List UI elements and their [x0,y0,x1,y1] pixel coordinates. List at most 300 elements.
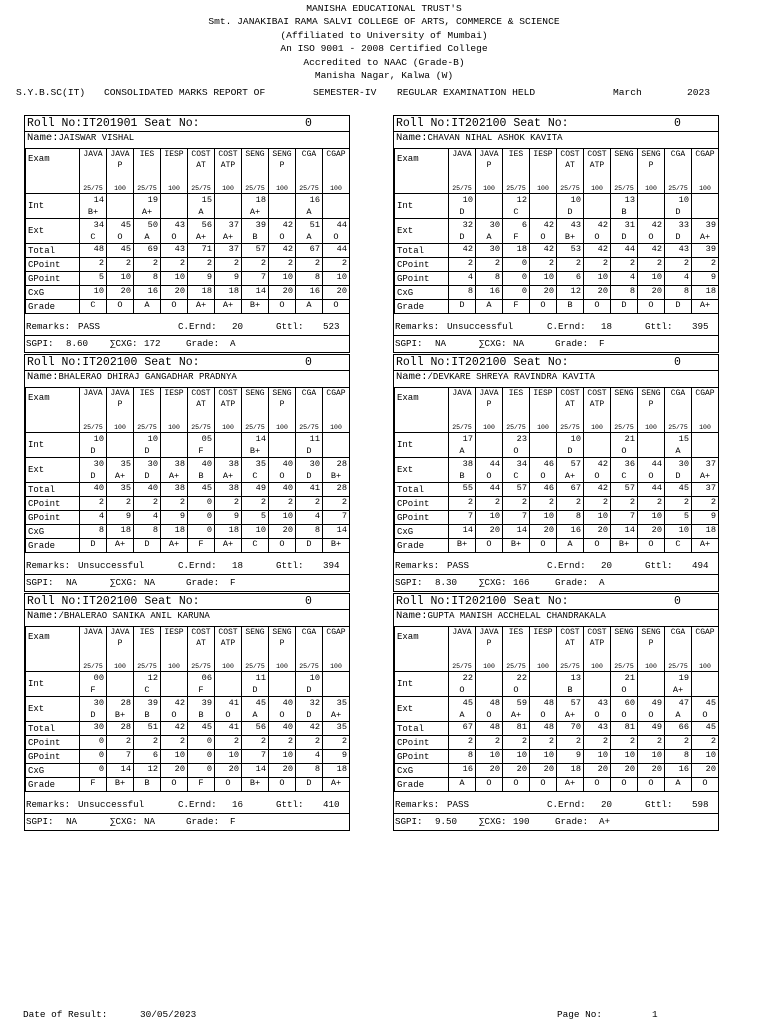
subject-header [269,149,296,194]
subject-code: IES [139,150,155,159]
mark-value: 32 [309,698,320,708]
subject-code-suffix: P [117,400,123,409]
ext-row [395,697,719,722]
final-grade-label: Grade: [186,816,220,827]
row-label: GPoint [395,750,449,764]
cxg-cell: 18 [107,525,134,539]
divider [394,813,718,814]
name-label: Name: [27,610,59,622]
seat-label: Seat No: [513,117,569,130]
cpoint-cell: 2 [449,258,476,272]
subject-code-suffix: AT [565,400,575,409]
grade-cell: D [296,778,323,792]
mark-grade: O [279,710,285,720]
subject-code-suffix: P [648,639,654,648]
mark-grade: O [333,232,339,242]
gpoint-cell: 10 [476,511,503,525]
mark-value: 44 [651,459,662,469]
gpoint-cell: 0 [503,272,530,286]
mark-value: 16 [309,195,320,205]
roll-label: Roll No: [27,356,83,369]
cxg-cell: 16 [449,764,476,778]
subject-max-marks: 100 [222,424,234,431]
subject-max-marks: 25/75 [191,185,211,192]
gpoint-cell: 4 [665,272,692,286]
cpoint-cell: 2 [107,497,134,511]
subject-code: IESP [533,150,553,159]
subject-max-marks: 100 [591,424,603,431]
subject-code-suffix: ATP [220,161,236,170]
cxg-row [26,764,350,778]
cpoint-cell: 2 [323,736,350,750]
subject-code: SENG [272,628,292,637]
gpoint-cell: 4 [80,511,107,525]
mark-cell [107,697,134,722]
roll-number: IT202100 [451,595,507,608]
cpoint-cell: 2 [242,258,269,272]
mark-cell [296,194,323,219]
gpoint-cell: 4 [134,511,161,525]
mark-grade: D [675,207,681,217]
mark-grade: D [306,685,312,695]
row-label: Total [26,483,80,497]
mark-cell [161,672,188,697]
mark-value: 40 [282,459,293,469]
mark-value: 18 [255,195,266,205]
mark-cell [80,433,107,458]
cxg-cell: 14 [242,286,269,300]
subject-code: IESP [533,389,553,398]
subject-max-marks: 100 [591,185,603,192]
cxg-cell: 18 [161,525,188,539]
cxg-cell: 12 [134,764,161,778]
mark-cell [296,433,323,458]
mark-cell [107,219,134,244]
mark-value: 42 [597,220,608,230]
mark-cell [584,672,611,697]
subject-code-suffix: P [279,161,285,170]
subject-code: SENG [614,389,634,398]
row-label: CxG [26,764,80,778]
mark-cell [530,458,557,483]
mark-cell [584,433,611,458]
gpoint-cell: 6 [134,750,161,764]
mark-cell [242,194,269,219]
roll-number: IT202100 [82,356,138,369]
mark-cell [692,219,719,244]
cpoint-cell: 2 [296,258,323,272]
grade-row [395,539,719,553]
mark-grade: A+ [699,232,711,242]
mark-cell [449,433,476,458]
mark-cell [530,194,557,219]
mark-cell [557,458,584,483]
gpoint-cell: 10 [638,511,665,525]
mark-value: 12 [516,195,527,205]
remarks-value: Unsuccessful [78,560,145,571]
grade-cell: A [134,300,161,314]
cxg-cell: 14 [323,525,350,539]
cpoint-cell: 2 [476,497,503,511]
subject-code: SENG [272,150,292,159]
subject-code: CGAP [326,389,346,398]
row-label: CPoint [26,258,80,272]
mark-value: 30 [678,459,689,469]
subject-max-marks: 25/75 [506,424,526,431]
mark-cell [503,672,530,697]
mark-grade: A+ [249,207,261,217]
cpoint-cell: 2 [215,736,242,750]
student-name: BHALERAO DHIRAJ GANGADHAR PRADNYA [58,372,237,382]
cxg-sum-label: ∑CXG: [479,338,507,349]
gpoint-cell: 9 [161,511,188,525]
cxg-cell: 18 [692,286,719,300]
subject-code-suffix: AT [565,161,575,170]
mark-value: 22 [516,673,527,683]
cpoint-cell: 2 [584,258,611,272]
subject-code-suffix: P [117,639,123,648]
subject-max-marks: 100 [645,663,657,670]
row-label: Ext [26,697,80,722]
grade-cell: A+ [692,300,719,314]
mark-grade: A+ [141,207,153,217]
cpoint-cell: 2 [503,497,530,511]
subject-code: CGAP [326,150,346,159]
cpoint-cell: 2 [638,736,665,750]
cxg-sum-value: NA [513,338,525,349]
grade-row [26,300,350,314]
mark-grade: A+ [222,232,234,242]
cpoint-cell: 2 [296,736,323,750]
subject-max-marks: 100 [537,424,549,431]
grade-cell: O [161,300,188,314]
subject-max-marks: 25/75 [452,185,472,192]
mark-value: 37 [705,459,716,469]
grand-total-value: 494 [692,560,709,571]
mark-value: 11 [309,434,320,444]
final-grade-label: Grade: [555,338,589,349]
mark-grade: O [117,232,123,242]
row-label: Int [26,194,80,219]
mark-cell [296,458,323,483]
seat-number: 0 [305,356,312,369]
row-label: Total [26,244,80,258]
subject-code: IESP [164,150,184,159]
grade-cell: A [449,778,476,792]
subject-max-marks: 100 [222,663,234,670]
cxg-cell: 20 [161,764,188,778]
cxg-cell: 18 [188,286,215,300]
cxg-sum-value: NA [144,577,156,588]
report-year: 2023 [687,87,711,98]
mark-cell [323,219,350,244]
subject-code-suffix: P [279,400,285,409]
total-cell: 37 [692,483,719,497]
total-cell: 30 [80,722,107,736]
subject-code: JAVA [479,628,499,637]
mark-cell [503,458,530,483]
student-name: /BHALERAO SANIKA ANIL KARUNA [58,611,210,621]
mark-grade: C [513,207,519,217]
cxg-cell: 20 [503,764,530,778]
cpoint-cell: 2 [530,736,557,750]
roll-seat-line [27,356,312,369]
gpoint-cell: 8 [665,750,692,764]
mark-value: 10 [309,673,320,683]
cpoint-row [395,258,719,272]
mark-grade: D [90,446,96,456]
cxg-cell: 8 [611,286,638,300]
gpoint-cell: 8 [296,272,323,286]
total-cell: 49 [242,483,269,497]
int-row [395,672,719,697]
cxg-cell: 14 [449,525,476,539]
subject-max-marks: 25/75 [83,424,103,431]
mark-value: 39 [255,220,266,230]
mark-value: 32 [462,220,473,230]
mark-value: 30 [93,459,104,469]
total-row [395,244,719,258]
seat-label: Seat No: [144,117,200,130]
cxg-row [395,286,719,300]
sgpi-value: 8.60 [66,338,89,349]
mark-grade: D [675,471,681,481]
gpoint-cell: 10 [584,272,611,286]
total-cell: 53 [557,244,584,258]
mark-value: 17 [462,434,473,444]
credits-earned-value: 18 [232,560,244,571]
subject-header [269,388,296,433]
mark-value: 49 [651,698,662,708]
total-cell: 45 [107,244,134,258]
subject-header [611,388,638,433]
mark-grade: A [675,710,681,720]
seat-label: Seat No: [144,356,200,369]
subject-code: IESP [164,628,184,637]
grade-cell: O [269,300,296,314]
mark-cell [188,672,215,697]
cxg-cell: 10 [80,286,107,300]
cxg-cell: 16 [665,764,692,778]
grade-cell: A+ [215,300,242,314]
subject-code: JAVA [83,389,103,398]
row-label: Total [26,722,80,736]
mark-value: 44 [489,459,500,469]
total-cell: 39 [692,244,719,258]
mark-grade: C [621,471,627,481]
subject-code: SENG [614,150,634,159]
row-label: CPoint [26,497,80,511]
final-grade-value: F [599,338,605,349]
int-row [26,433,350,458]
mark-grade: B+ [114,710,126,720]
mark-cell [215,433,242,458]
row-label: Grade [26,300,80,314]
subject-header [107,627,134,672]
sgpi-label: SGPI: [26,577,54,588]
subject-code: SENG [245,150,265,159]
cpoint-cell: 2 [557,497,584,511]
subject-max-marks: 100 [699,663,711,670]
cxg-cell: 8 [665,286,692,300]
cxg-cell: 14 [107,764,134,778]
cpoint-cell: 2 [134,736,161,750]
subject-header [80,149,107,194]
gpoint-cell: 10 [584,750,611,764]
mark-cell [269,433,296,458]
gpoint-cell: 9 [215,272,242,286]
cxg-cell: 16 [296,286,323,300]
subject-max-marks: 25/75 [614,424,634,431]
subject-max-marks: 100 [537,663,549,670]
subject-code: CGAP [695,150,715,159]
mark-grade: A+ [195,232,207,242]
subject-header-row [26,388,350,433]
mark-grade: B [459,471,465,481]
mark-cell [476,219,503,244]
mark-value: 47 [678,698,689,708]
gpoint-cell: 7 [323,511,350,525]
grade-cell: O [530,300,557,314]
grade-cell: O [503,778,530,792]
subject-code: SENG [614,628,634,637]
mark-grade: A [306,207,312,217]
mark-cell [161,433,188,458]
subject-header-row [26,149,350,194]
total-cell: 18 [503,244,530,258]
subject-code: COST [218,628,238,637]
subject-max-marks: 100 [483,663,495,670]
cxg-cell: 20 [476,764,503,778]
mark-cell [665,458,692,483]
cxg-sum-value: 172 [144,338,161,349]
student-result-block [24,115,350,353]
mark-grade: D [306,710,312,720]
subject-code: IES [508,389,524,398]
subject-header [584,388,611,433]
subject-header [503,149,530,194]
mark-grade: B+ [249,446,261,456]
subject-max-marks: 100 [330,663,342,670]
mark-value: 45 [255,698,266,708]
total-cell: 57 [503,483,530,497]
subject-code: JAVA [479,150,499,159]
name-label: Name: [27,132,59,144]
mark-cell [503,219,530,244]
mark-value: 6 [521,220,527,230]
subject-header [242,388,269,433]
subject-code-suffix: P [486,639,492,648]
mark-grade: O [171,710,177,720]
grade-cell: D [611,300,638,314]
mark-grade: O [621,685,627,695]
total-cell: 43 [665,244,692,258]
cpoint-cell: 2 [80,497,107,511]
subject-header [188,149,215,194]
mark-cell [215,194,242,219]
mark-grade: O [540,471,546,481]
cpoint-row [26,736,350,750]
cxg-cell: 20 [584,764,611,778]
marks-table [394,148,719,314]
cpoint-cell: 2 [134,258,161,272]
cxg-cell: 20 [269,764,296,778]
report-semester: SEMESTER-IV [313,87,377,98]
ext-row [395,219,719,244]
roll-number: IT202100 [82,595,138,608]
subject-max-marks: 25/75 [560,424,580,431]
subject-header [530,388,557,433]
mark-cell [611,219,638,244]
page-number: 1 [652,1009,658,1020]
mark-cell [296,672,323,697]
grade-cell: B [557,300,584,314]
row-label: Ext [395,219,449,244]
seat-number: 0 [305,595,312,608]
mark-value: 06 [201,673,212,683]
mark-cell [611,194,638,219]
total-cell: 67 [449,722,476,736]
mark-value: 10 [678,195,689,205]
gpoint-cell: 10 [323,272,350,286]
sgpi-label: SGPI: [395,338,423,349]
grade-cell: D [134,539,161,553]
subject-header [530,627,557,672]
gpoint-row [26,272,350,286]
mark-cell [557,697,584,722]
grade-cell: F [188,539,215,553]
seat-label: Seat No: [513,595,569,608]
grade-cell: O [530,778,557,792]
row-label: Ext [395,458,449,483]
seat-number: 0 [305,117,312,130]
cpoint-cell: 2 [449,497,476,511]
mark-grade: D [144,446,150,456]
student-name-line [27,610,210,622]
mark-grade: O [279,232,285,242]
mark-value: 42 [597,459,608,469]
remarks-label: Remarks: [395,560,440,571]
subject-header [665,627,692,672]
cxg-cell: 18 [215,286,242,300]
mark-value: 57 [570,698,581,708]
subject-max-marks: 25/75 [614,185,634,192]
divider [25,813,349,814]
cxg-cell: 18 [557,764,584,778]
mark-value: 51 [309,220,320,230]
mark-cell [134,194,161,219]
credits-earned-label: C.Ernd: [547,560,586,571]
mark-value: 45 [462,698,473,708]
gpoint-cell: 10 [638,272,665,286]
sgpi-label: SGPI: [26,338,54,349]
mark-value: 19 [678,673,689,683]
remarks-value: Unsuccessful [447,321,514,332]
mark-value: 21 [624,434,635,444]
cpoint-cell: 2 [611,497,638,511]
mark-value: 15 [201,195,212,205]
mark-grade: D [675,232,681,242]
subject-header [161,149,188,194]
mark-value: 10 [93,434,104,444]
seat-number: 0 [674,117,681,130]
total-cell: 70 [557,722,584,736]
mark-value: 10 [462,195,473,205]
mark-value: 48 [543,698,554,708]
total-cell: 48 [80,244,107,258]
cpoint-cell: 2 [269,497,296,511]
mark-cell [638,433,665,458]
